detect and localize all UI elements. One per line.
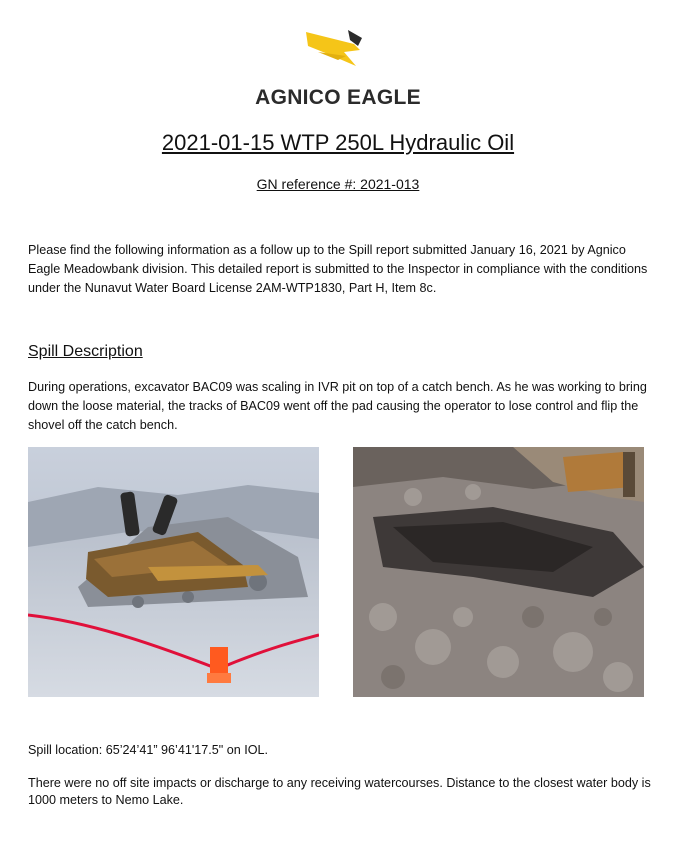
photo-overturned-excavator <box>28 447 319 697</box>
impacts-paragraph: There were no off site impacts or discharge to any receiving watercourses. Distance to the closest water body is 1000 meters to Nemo Lake. <box>28 776 651 807</box>
logo-wordmark: AGNICO EAGLE <box>255 86 421 109</box>
gn-reference: GN reference #: 2021-013 <box>256 176 420 192</box>
company-logo <box>0 22 676 82</box>
spill-description: During operations, excavator BAC09 was scaling in IVR pit on top of a catch bench. As he was working to bring down the loose material, the tracks of BAC09 went off the pad causing the operator to lose control and flip the shovel off the catch bench. <box>28 380 647 432</box>
page-title: 2021-01-15 WTP 250L Hydraulic Oil <box>161 130 515 155</box>
intro-paragraph: Please find the following information as a follow up to the Spill report submitted January 16, 2021 by Agnico Eagle Meadowbank division. This detailed report is submitted to the Inspector in compliance with the conditions under the Nunavut Water Board License 2AM-WTP1830, Part H, Item 8c. <box>28 243 648 295</box>
section-heading: Spill Description <box>28 343 143 360</box>
photo-spill-area <box>353 447 644 697</box>
spill-location: Spill location: 65’24’41” 96’41'17.5" on IOL. <box>28 743 269 757</box>
eagle-icon <box>288 22 388 82</box>
